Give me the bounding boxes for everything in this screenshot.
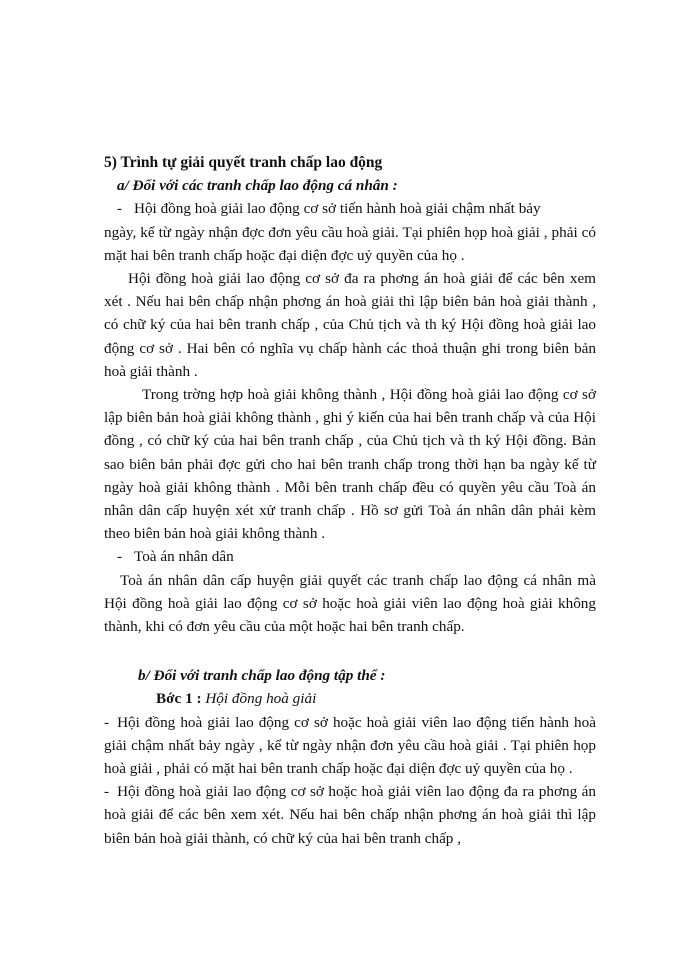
document-body xyxy=(104,151,596,850)
paragraph-6 xyxy=(104,780,596,850)
bullet-court xyxy=(104,545,596,568)
step-1-label: Bớc 1 : xyxy=(156,690,202,708)
paragraph-1-dash: - xyxy=(116,200,122,218)
paragraph-6-dash: - xyxy=(104,783,110,801)
paragraph-1-rest: ngày, kể từ ngày nhận đợc đơn yêu cầu hoà giải. Tại phiên họp hoà giải , phải có mặt hai bên tranh chấp hoặc đại diện đợc uỷ quyền của họ . xyxy=(104,223,596,264)
section-title: 5) Trình tự giải quyết tranh chấp lao động xyxy=(104,154,383,171)
bullet-court-dash: - xyxy=(116,548,122,566)
section-spacer xyxy=(104,638,596,664)
paragraph-6-text: Hội đồng hoà giải lao động cơ sở hoặc hoà giải viên lao động đa ra phơng án hoà giải để các bên xem xét. Nếu hai bên chấp nhận phơng án hoà giải thì lập biên bản hoà giải thành, có chữ ký của hai bên tranh chấp , xyxy=(104,783,596,847)
paragraph-4: Toà án nhân dân cấp huyện giải quyết các tranh chấp lao động cá nhân mà Hội đồng hoà giải lao động cơ sở hoặc hoà giải viên lao động hoà giải không thành, khi có đơn yêu cầu của một hoặc hai bên tranh chấp. xyxy=(104,571,596,636)
paragraph-2: Hội đồng hoà giải lao động cơ sở đa ra phơng án hoà giải để các bên xem xét . Nếu hai bên chấp nhận phơng án hoà giải thì lập biên bản hoà giải thành , có chữ ký của hai bên tranh chấp , của Chủ tịch và th ký Hội đồng hoà giải lao động cơ sở . Hai bên có nghĩa vụ chấp hành các thoả thuận ghi trong biên bản hoà giải thành . xyxy=(104,270,596,380)
paragraph-3: Trong trờng hợp hoà giải không thành , Hội đồng hoà giải lao động cơ sở lập biên bản hoà giải không thành , ghi ý kiến của hai bên tranh chấp và của Hội đồng , có chữ ký của hai bên tranh chấp , của Chủ tịch và th ký Hội đồng. Bản sao biên bản phải đợc gửi cho hai bên tranh chấp trong thời hạn ba ngày kể từ ngày hoà giải không thành . Mỗi bên tranh chấp đều có quyền yêu cầu Toà án nhân dân cấp huyện xét xử tranh chấp . Hồ sơ gửi Toà án nhân dân phải kèm theo biên bản hoà giải không thành . xyxy=(104,386,596,543)
bullet-court-text: Toà án nhân dân xyxy=(134,548,234,566)
step-1-title: Hội đồng hoà giải xyxy=(205,690,317,708)
paragraph-5-dash: - xyxy=(104,713,110,731)
paragraph-1 xyxy=(104,197,596,267)
paragraph-1-line-1: Hội đồng hoà giải lao động cơ sở tiến hành hoà giải chậm nhất bảy xyxy=(134,200,541,218)
step-1-heading xyxy=(104,687,596,710)
paragraph-5 xyxy=(104,711,596,781)
subsection-a-title: a/ Đối với các tranh chấp lao động cá nhân : xyxy=(117,177,398,195)
subsection-b-title: b/ Đối với tranh chấp lao động tập thể : xyxy=(138,667,386,685)
paragraph-1-first-line xyxy=(104,197,596,220)
paragraph-5-text: Hội đồng hoà giải lao động cơ sở hoặc hoà giải viên lao động tiến hành hoà giải chậm nhất bảy ngày , kể từ ngày nhận đơn yêu cầu hoà giải . Tại phiên họp hoà giải , phải có mặt hai bên tranh chấp hoặc đại diện đợc uỷ quyền của họ . xyxy=(104,713,596,778)
